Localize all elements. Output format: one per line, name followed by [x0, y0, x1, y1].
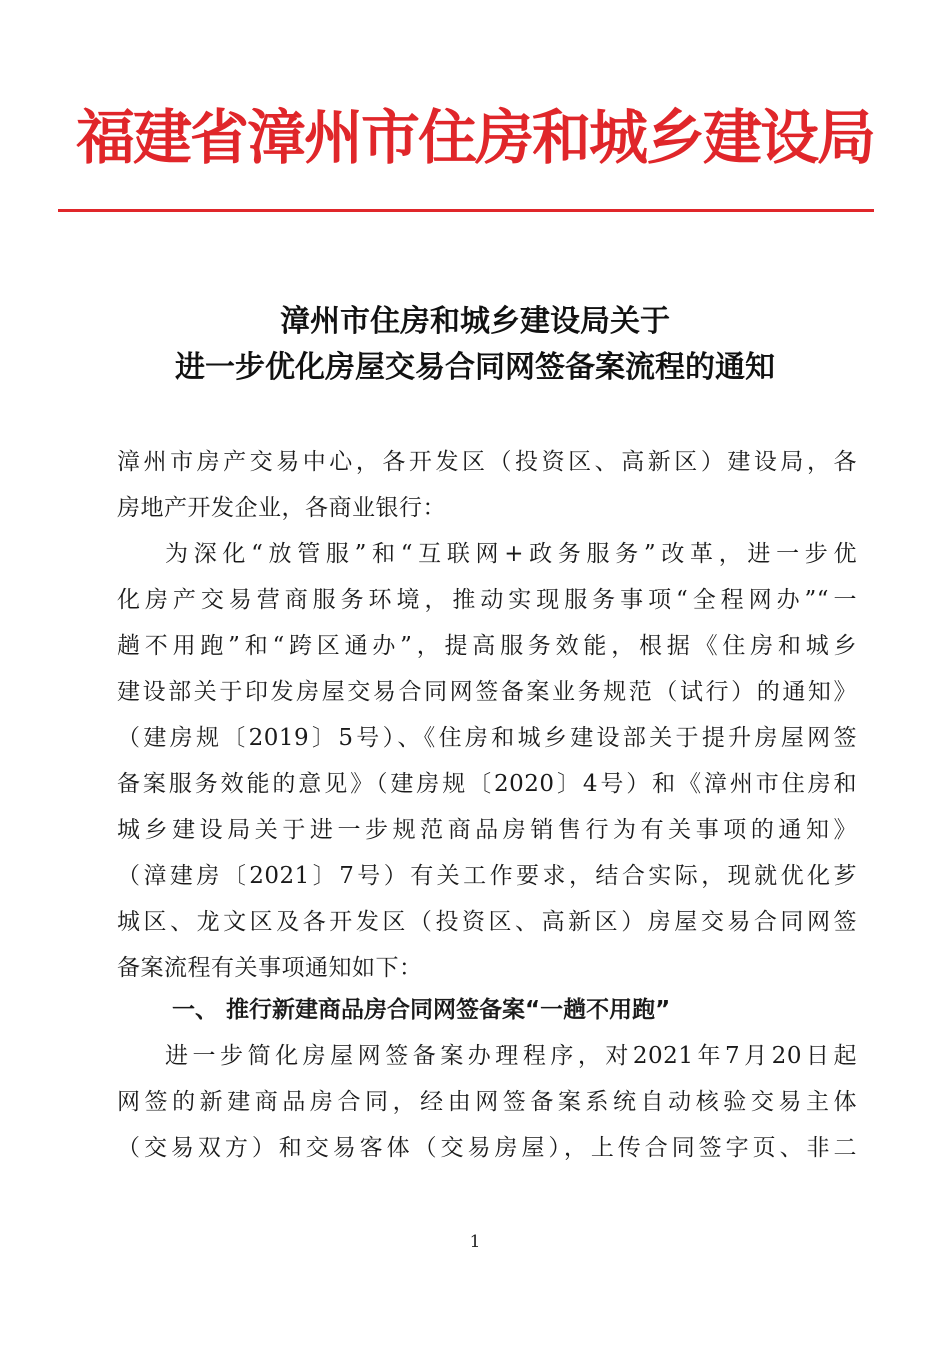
letterhead-red-rule	[58, 209, 874, 212]
page-number: 1	[469, 1232, 481, 1252]
paragraph-line: 城区、龙文区及各开发区（投资区、高新区）房屋交易合同网签	[117, 909, 857, 935]
paragraph-line: （建房规〔2019〕5号）、《住房和城乡建设部关于提升房屋网签	[117, 725, 857, 751]
section-1-heading: 一、 推行新建商品房合同网签备案“一趟不用跑”	[172, 997, 671, 1023]
paragraph-line: 化房产交易营商服务环境，推动实现服务事项“全程网办”“一	[117, 587, 857, 613]
paragraph-line: 趟不用跑”和“跨区通办”，提高服务效能，根据《住房和城乡	[117, 633, 857, 659]
addressee-line: 房地产开发企业，各商业银行：	[117, 495, 446, 521]
document-title-line-2: 进一步优化房屋交易合同网签备案流程的通知	[175, 350, 775, 385]
paragraph-line: 备案流程有关事项通知如下：	[117, 955, 423, 981]
document-title-line-1: 漳州市住房和城乡建设局关于	[280, 304, 670, 339]
paragraph-line: 城乡建设局关于进一步规范商品房销售行为有关事项的通知》	[117, 817, 857, 843]
paragraph-line: 为深化“放管服”和“互联网+政务服务”改革，进一步优	[165, 541, 857, 567]
paragraph-line: 进一步简化房屋网签备案办理程序，对2021年7月20日起	[165, 1043, 857, 1069]
paragraph-line: 网签的新建商品房合同，经由网签备案系统自动核验交易主体	[117, 1089, 857, 1115]
addressee-line: 漳州市房产交易中心，各开发区（投资区、高新区）建设局，各	[117, 449, 857, 475]
paragraph-line: （漳建房〔2021〕7号）有关工作要求，结合实际，现就优化芗	[117, 863, 857, 889]
letterhead-org-name: 福建省漳州市住房和城乡建设局	[75, 103, 874, 172]
paragraph-line: （交易双方）和交易客体（交易房屋），上传合同签字页、非二	[117, 1135, 857, 1161]
paragraph-line: 建设部关于印发房屋交易合同网签备案业务规范（试行）的通知》	[117, 679, 857, 705]
paragraph-line: 备案服务效能的意见》（建房规〔2020〕4号）和《漳州市住房和	[117, 771, 857, 797]
